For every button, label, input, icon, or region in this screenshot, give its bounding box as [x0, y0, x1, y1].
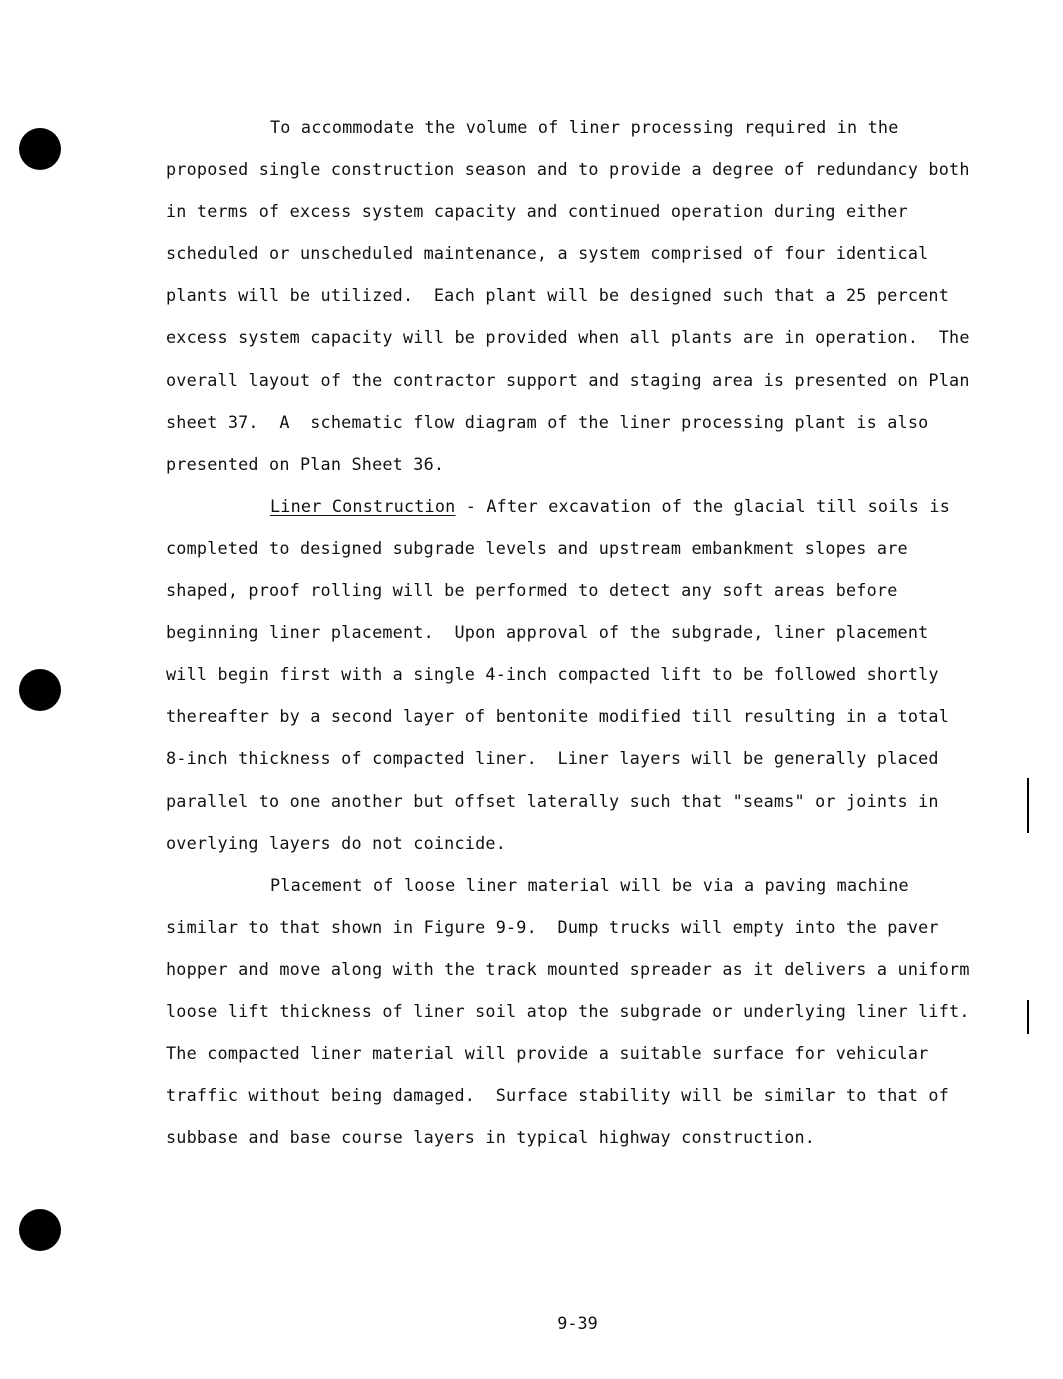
text-line: presented on Plan Sheet 36.: [166, 453, 445, 474]
punch-hole-middle: [19, 669, 61, 711]
text-line: beginning liner placement. Upon approval of the subgrade, liner placement: [166, 622, 929, 643]
revision-bar: [1027, 778, 1029, 833]
text-line: subbase and base course layers in typical highway construction.: [166, 1127, 816, 1148]
text-line: traffic without being damaged. Surface stability will be similar to that of: [166, 1085, 950, 1106]
paragraph-2: [166, 485, 996, 864]
punch-hole-top: [19, 128, 61, 170]
text-line: will begin first with a single 4-inch compacted lift to be followed shortly: [166, 664, 939, 685]
text-line: parallel to one another but offset laterally such that "seams" or joints in: [166, 790, 939, 811]
punch-hole-bottom: [19, 1209, 61, 1251]
paragraph-3: [166, 864, 996, 1159]
body-text: [166, 106, 996, 1158]
section-heading: Liner Construction: [270, 495, 456, 516]
text-line: scheduled or unscheduled maintenance, a system comprised of four identical: [166, 243, 929, 264]
text-line: thereafter by a second layer of bentonite modified till resulting in a total: [166, 706, 950, 727]
text-line: hopper and move along with the track mounted spreader as it delivers a uniform: [166, 958, 970, 979]
text-line: overlying layers do not coincide.: [166, 832, 507, 853]
revision-bar: [1027, 1000, 1029, 1034]
text-line: excess system capacity will be provided when all plants are in operation. The: [166, 327, 970, 348]
text-line: completed to designed subgrade levels and upstream embankment slopes are: [166, 537, 908, 558]
text-line: plants will be utilized. Each plant will be designed such that a 25 percent: [166, 285, 950, 306]
text-line: overall layout of the contractor support and staging area is presented on Plan: [166, 369, 970, 390]
text-line: Placement of loose liner material will be via a paving machine: [270, 874, 909, 895]
text-line: The compacted liner material will provide a suitable surface for vehicular: [166, 1043, 929, 1064]
text-line: proposed single construction season and to provide a degree of redundancy both: [166, 159, 970, 180]
text-line: shaped, proof rolling will be performed to detect any soft areas before: [166, 580, 898, 601]
text-line: [166, 485, 996, 527]
text-line: 8-inch thickness of compacted liner. Liner layers will be generally placed: [166, 748, 939, 769]
text-line: To accommodate the volume of liner processing required in the: [270, 117, 899, 137]
text-line: loose lift thickness of liner soil atop the subgrade or underlying liner lift.: [166, 1000, 970, 1021]
text-line: similar to that shown in Figure 9-9. Dump trucks will empty into the paver: [166, 916, 939, 937]
text-line: in terms of excess system capacity and continued operation during either: [166, 201, 908, 222]
text-line: sheet 37. A schematic flow diagram of the liner processing plant is also: [166, 411, 929, 432]
paragraph-1: [166, 106, 996, 485]
page-number: 9-39: [557, 1313, 598, 1333]
heading-continuation: - After excavation of the glacial till soils is: [455, 495, 951, 516]
